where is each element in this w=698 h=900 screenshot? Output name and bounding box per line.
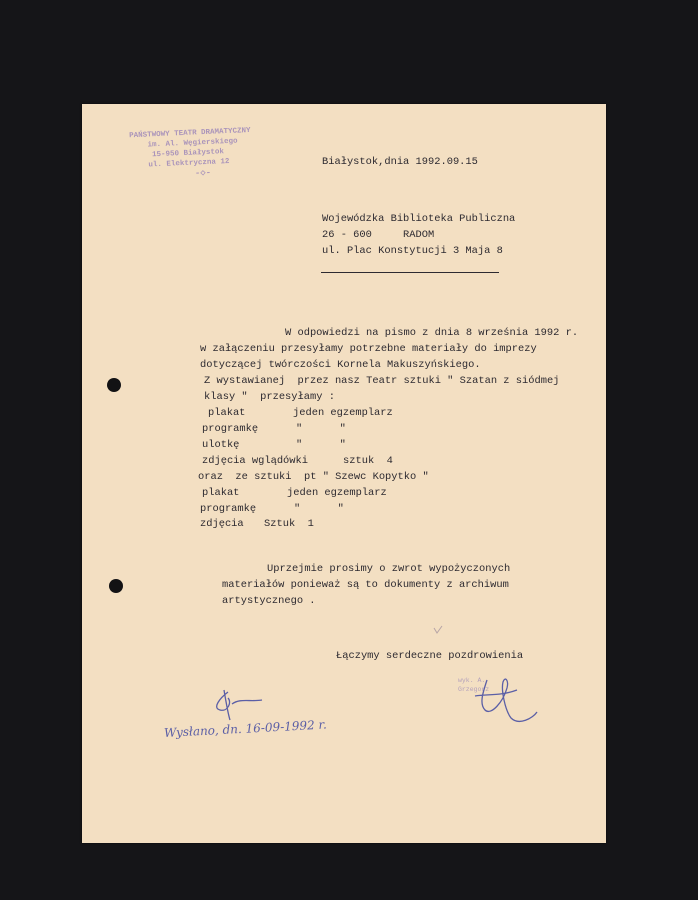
handwritten-dispatch-note: Wysłano, dn. 16-09-1992 r. — [163, 717, 328, 740]
list-qty: jeden egzemplarz — [293, 407, 393, 419]
body-line: W odpowiedzi na pismo z dnia 8 września 1992 r. — [285, 327, 579, 339]
stamp-line: 15-950 Białystok — [151, 148, 225, 160]
list-qty: " " — [296, 439, 346, 451]
list-qty: jeden egzemplarz — [287, 487, 387, 499]
list-item: plakat — [202, 487, 240, 499]
body-line: Uprzejmie prosimy o zwrot wypożyczonych — [267, 563, 511, 575]
stamp-line: im. Al. Węgierskiego — [147, 137, 238, 150]
date-line: Białystok,dnia 1992.09.15 — [322, 156, 478, 168]
stamp-line: ul. Elektryczna 12 — [148, 157, 230, 170]
list-item: zdjęcia wglądówki — [202, 455, 309, 467]
body-line: w załączeniu przesyłamy potrzebne materiały do imprezy — [200, 343, 537, 355]
list-qty: " " — [294, 503, 344, 515]
list-qty: Sztuk 1 — [264, 518, 314, 530]
body-line: klasy " przesyłamy : — [204, 391, 335, 403]
list-qty: sztuk 4 — [343, 455, 393, 467]
handwritten-initials — [206, 684, 276, 724]
director-signature — [467, 666, 547, 728]
stamp-ornament-icon: -◇- — [194, 167, 212, 179]
body-line: Z wystawianej przez nasz Teatr sztuki " Szatan z siódmej — [204, 375, 560, 387]
body-line: oraz ze sztuki pt " Szewc Kopytko " — [198, 471, 429, 483]
list-qty: " " — [296, 423, 346, 435]
recipient-underline — [321, 272, 499, 273]
recipient-street: ul. Plac Konstytucji 3 Maja 8 — [322, 245, 503, 257]
check-mark-icon — [432, 624, 444, 636]
theatre-stamp — [129, 125, 281, 181]
punch-hole — [107, 378, 121, 392]
recipient-city: 26 - 600 RADOM — [322, 229, 435, 241]
body-line: artystycznego . — [222, 595, 316, 607]
list-item: zdjęcia — [200, 518, 244, 530]
list-item: programkę — [202, 423, 259, 435]
body-line: materiałów ponieważ są to dokumenty z archiwum — [222, 579, 509, 591]
list-item: plakat — [208, 407, 246, 419]
signature-stamp-line: wyk. A. — [458, 677, 486, 684]
closing-line: Łączymy serdeczne pozdrowienia — [336, 650, 524, 662]
stamp-line: PAŃSTWOWY TEATR DRAMATYCZNY — [129, 126, 251, 141]
recipient-name: Wojewódzka Biblioteka Publiczna — [322, 213, 516, 225]
signature-stamp-line: Grzegorz — [458, 686, 490, 693]
punch-hole — [109, 579, 123, 593]
letter-page — [82, 104, 606, 843]
list-item: programkę — [200, 503, 257, 515]
body-line: dotyczącej twórczości Kornela Makuszyńskiego. — [200, 359, 481, 371]
list-item: ulotkę — [202, 439, 240, 451]
